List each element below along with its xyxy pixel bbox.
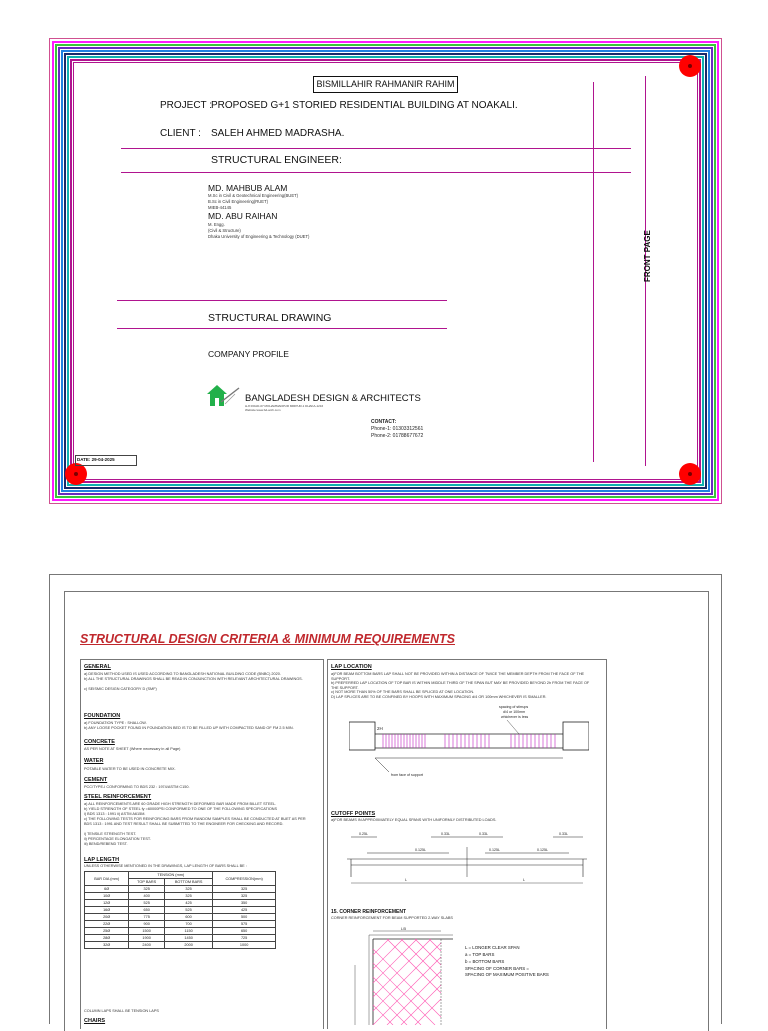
water-text: POTABLE WATER TO BE USED IN CONCRETE MIX.	[84, 767, 176, 771]
criteria-page-sheet	[49, 574, 722, 1024]
table-cell: 350	[213, 900, 276, 907]
cutoff-note: a)FOR BEAMS IN APPROXIMATELY EQUAL SPANS WITH UNIFORMLY DISTRIBUTED LOADS.	[331, 818, 497, 822]
cut-label-8: L	[405, 878, 407, 882]
table-cell: 725	[213, 935, 276, 942]
foundation-heading: FOUNDATION	[84, 713, 121, 719]
engineer1-line-3: MIEB-44145	[208, 205, 232, 210]
table-cell: 400	[129, 893, 165, 900]
cement-heading: CEMENT	[84, 777, 108, 783]
table-cell: 325	[164, 886, 212, 893]
company-address: H-8 ROAD-07 MOHAMMADPUR MIRPUR-1 DHAKA-1216	[245, 404, 324, 408]
steel-item-4: c) THE FOLLOWING TESTS FOR REINFORCING BARS FROM RANDOM SAMPLES SHALL BE CONDUCTED AT BUET AS PER BDS 1313 : 1991 AND TEST RESULT SHALL BE SUBMITTED TO THE ENGINEER FOR CHECKING AND RECORD.	[84, 817, 306, 826]
divider-2	[121, 172, 631, 173]
engineer1-line-2: B.Sc in Civil Engineering(RUET)	[208, 199, 269, 204]
table-row	[85, 886, 276, 893]
corner-mesh-a	[373, 939, 441, 1025]
column-laps-note: COLUMN LAPS SHALL BE TENSION LAPS	[84, 1009, 159, 1013]
client-label: CLIENT :	[160, 128, 201, 139]
table-cell: 425	[164, 900, 212, 907]
stirrup-group-right	[511, 734, 555, 748]
general-item-2: b) ALL THE STRUCTURAL DRAWINGS SHALL BE READ IN CONJUNCTION WITH RELEVANT ARCHITECTURAL DRAWINGS.	[84, 677, 303, 681]
cut-label-7: 0.125L	[537, 848, 548, 852]
lap-length-table	[84, 871, 276, 949]
table-cell: 1000	[213, 942, 276, 949]
general-item-1: a) DESIGN METHOD USED IS USED ACCORDING TO BANGLADESH NATIONAL BUILDING CODE (BNBC) 2020.	[84, 672, 281, 676]
table-cell: 1900	[129, 935, 165, 942]
divider-1	[121, 148, 631, 149]
table-cell: 325	[213, 886, 276, 893]
cut-label-5: 0.125L	[415, 848, 426, 852]
lap-location-item-1: a)FOR BEAM BOTTOM BARS LAP SHALL NOT BE PROVIDED WITHIN A DISTANCE OF TWICE THE MEMBER DEPTH FROM THE FACE OF THE SUPPORT.	[331, 672, 585, 681]
table-cell: 900	[129, 921, 165, 928]
table-cell: 28Ø	[85, 935, 129, 942]
steel-item-7: iii) BEND/REBEND TEST.	[84, 842, 128, 846]
table-cell: 1450	[164, 935, 212, 942]
table-cell: 20Ø	[85, 914, 129, 921]
cut-label-3: 0.33L	[479, 832, 488, 836]
steel-item-3: i) BDS 1313 : 1991 ii) ASTM A615M.	[84, 812, 146, 816]
table-cell: 10Ø	[85, 893, 129, 900]
corner-dot-top-right	[679, 55, 701, 77]
border-frame-inner	[73, 62, 698, 480]
company-name: BANGLADESH DESIGN & ARCHITECTS	[245, 393, 421, 404]
engineer1-line-1: M.Sc in Civil & Geotechnical Engineering(BUET)	[208, 193, 299, 198]
date-text: DATE: 29-04-2025	[77, 457, 115, 462]
table-row	[85, 921, 276, 928]
stirrup-group-left	[383, 734, 425, 748]
engineer2-name: MD. ABU RAIHAN	[208, 211, 278, 221]
client-value: SALEH AHMED MADRASHA.	[211, 128, 345, 139]
water-heading: WATER	[84, 758, 104, 764]
legend-line-1: L = LONGER CLEAR SPAN	[465, 945, 520, 950]
table-cell: 425	[213, 907, 276, 914]
label-face-support: from face of support	[391, 773, 423, 777]
table-row	[85, 935, 276, 942]
table-cell: 325	[213, 893, 276, 900]
table-cell: 1150	[164, 928, 212, 935]
side-panel-line-1	[593, 82, 594, 462]
lap-length-heading: LAP LENGTH	[84, 857, 120, 863]
lap-location-item-2: b) PREFERRED LAP LOCATION OF TOP BAR IS WITHIN MIDDLE THIRD OF THE SPAN BUT MAY BE PROVIDED BEYOND 2h FROM THE FACE OF THE SUPPORT.	[331, 681, 590, 690]
divider-3	[117, 300, 447, 301]
table-row	[85, 928, 276, 935]
legend-line-2: a = TOP BARS	[465, 952, 495, 957]
table-row	[85, 914, 276, 921]
corner-heading: 15. CORNER REINFORCEMENT	[331, 909, 407, 915]
steel-item-1: a) ALL REINFORCEMENTS ARE 60 GRADE HIGH STRENGTH DEFORMED BAR MADE FROM BILLET STEEL.	[84, 802, 277, 806]
table-cell: 600	[164, 914, 212, 921]
label-spacing-2: d/4 or 100mm	[503, 710, 526, 714]
table-cell: 6Ø	[85, 886, 129, 893]
table-row	[85, 900, 276, 907]
phone-2: Phone-2: 01788677672	[371, 433, 424, 439]
company-profile: COMPANY PROFILE	[208, 349, 289, 359]
th-top-bars: TOP BARS	[129, 879, 165, 886]
cutoff-diagram	[347, 827, 587, 887]
corner-dot-bottom-right	[679, 463, 701, 485]
table-row	[85, 907, 276, 914]
table-cell: 525	[129, 900, 165, 907]
table-row	[85, 893, 276, 900]
engineer2-line-3: Dhaka University of Engineering & Technology (DUET)	[208, 234, 310, 239]
front-page-sheet	[49, 38, 722, 504]
divider-4	[117, 328, 447, 329]
th-tension: TENSION (mm)	[129, 872, 213, 879]
stirrup-group-middle	[445, 734, 489, 748]
th-compression: COMPRESSION(mm)	[213, 872, 276, 886]
legend-line-4: SPACING OF CORNER BARS =	[465, 966, 529, 971]
table-cell: 25Ø	[85, 928, 129, 935]
table-cell: 325	[164, 893, 212, 900]
general-item-3: c) SEISMIC DESIGN CATEGORY D (SMF)	[84, 687, 157, 691]
beam-lap-diagram	[349, 700, 589, 800]
lap-length-note: UNLESS OTHERWISE MENTIONED IN THE DRAWINGS, LAP LENGTH OF BARS SHALL BE :	[84, 864, 247, 868]
corner-diagram	[343, 925, 453, 1025]
label-2h: 2H	[377, 726, 383, 731]
foundation-item-1: a) FOUNDATION TYPE : SHALLOW.	[84, 721, 147, 725]
table-cell: 32Ø	[85, 942, 129, 949]
cement-text: PCC/TYPE-I CONFORMING TO BDS 232 : 1974/ASTM C150.	[84, 785, 190, 789]
engineer2-line-2: (Civil & Structure)	[208, 228, 241, 233]
corner-dot-bottom-left	[65, 463, 87, 485]
legend-line-5: SPACING OF MAXIMUM POSITIVE BARS	[465, 972, 549, 977]
steel-heading: STEEL REINFORCEMENT	[84, 794, 152, 800]
table-cell: 16Ø	[85, 907, 129, 914]
corner-mesh-b	[373, 939, 441, 1025]
lap-location-heading: LAP LOCATION	[331, 664, 372, 670]
cut-label-6: 0.125L	[489, 848, 500, 852]
table-cell: 2400	[129, 942, 165, 949]
project-value: PROPOSED G+1 STORIED RESIDENTIAL BUILDING AT NOAKALI.	[211, 100, 518, 111]
phone-1: Phone-1: 01303312561	[371, 426, 424, 432]
cut-label-2: 0.33L	[441, 832, 450, 836]
front-page-label: FRONT PAGE	[643, 230, 652, 282]
foundation-item-2: b) ANY LOOSE POCKET FOUND IN FOUNDATION BED IS TO BE FILLED UP WITH COMPACTED SAND OF FM 2.5 MIN.	[84, 726, 294, 730]
contact-label: CONTACT:	[371, 419, 397, 425]
label-spacing-1: spacing of stirrups	[499, 705, 529, 709]
cut-label-9: L	[523, 878, 525, 882]
lap-location-item-4: D) LAP SPLICES ARE TO BE CONFINED BY HOOPS WITH MAXIMUM SPACING d/4 OR 100mm WHICHEVER IS SMALLER.	[331, 695, 547, 699]
cutoff-heading: CUTOFF POINTS	[331, 811, 376, 817]
corner-dim-label: L/5	[401, 927, 406, 931]
concrete-text: AS PER NOTE AT SHEET (Where necessary in all Page)	[84, 747, 181, 751]
table-cell: 775	[129, 914, 165, 921]
table-cell: 1500	[129, 928, 165, 935]
steel-item-5: i) TENSILE STRENGTH TEST.	[84, 832, 137, 836]
general-heading: GENERAL	[84, 664, 111, 670]
company-website: Website:www.bd-arch.com	[245, 408, 281, 412]
table-cell: 2000	[164, 942, 212, 949]
engineer-heading: STRUCTURAL ENGINEER:	[211, 154, 342, 166]
label-spacing-3: whichever is less	[501, 715, 529, 719]
table-cell: 650	[213, 928, 276, 935]
chairs-heading: CHAIRS	[84, 1018, 106, 1024]
legend-line-3: b = BOTTOM BARS	[465, 959, 505, 964]
engineer2-line-1: M. Engg.	[208, 222, 225, 227]
cut-label-1: 0.25L	[359, 832, 368, 836]
company-logo-icon	[205, 382, 241, 408]
corner-note: CORNER REINFORCEMENT FOR BEAM SUPPORTED 2-WAY SLABS	[331, 916, 453, 920]
heading-text: BISMILLAHIR RAHMANIR RAHIM	[316, 79, 455, 89]
steel-item-2: b) YIELD STRENGTH OF STEEL fy =60000PSI CONFORMED TO ONE OF THE FOLLOWING SPECIFICATIONS	[84, 807, 278, 811]
lap-location-item-3: c) NOT MORE THAN 50% OF THE BARS SHALL BE SPLICED AT ONE LOCATION.	[331, 690, 475, 694]
steel-item-6: ii) PERCENTAGE ELONGATION TEST.	[84, 837, 151, 841]
table-cell: 12Ø	[85, 900, 129, 907]
table-row	[85, 942, 276, 949]
cut-label-4: 0.33L	[559, 832, 568, 836]
table-cell: 325	[129, 886, 165, 893]
table-cell: 500	[213, 914, 276, 921]
drawing-title: STRUCTURAL DRAWING	[208, 312, 332, 324]
table-cell: 650	[129, 907, 165, 914]
th-bar-dia: BAR DIA (mm)	[85, 872, 129, 886]
criteria-title: STRUCTURAL DESIGN CRITERIA & MINIMUM REQUIREMENTS	[80, 632, 455, 646]
table-cell: 22Ø	[85, 921, 129, 928]
th-bottom-bars: BOTTOM BARS	[164, 879, 212, 886]
project-label: PROJECT :	[160, 100, 213, 111]
concrete-heading: CONCRETE	[84, 739, 115, 745]
table-cell: 700	[164, 921, 212, 928]
table-cell: 525	[164, 907, 212, 914]
engineer1-name: MD. MAHBUB ALAM	[208, 183, 288, 193]
table-cell: 575	[213, 921, 276, 928]
